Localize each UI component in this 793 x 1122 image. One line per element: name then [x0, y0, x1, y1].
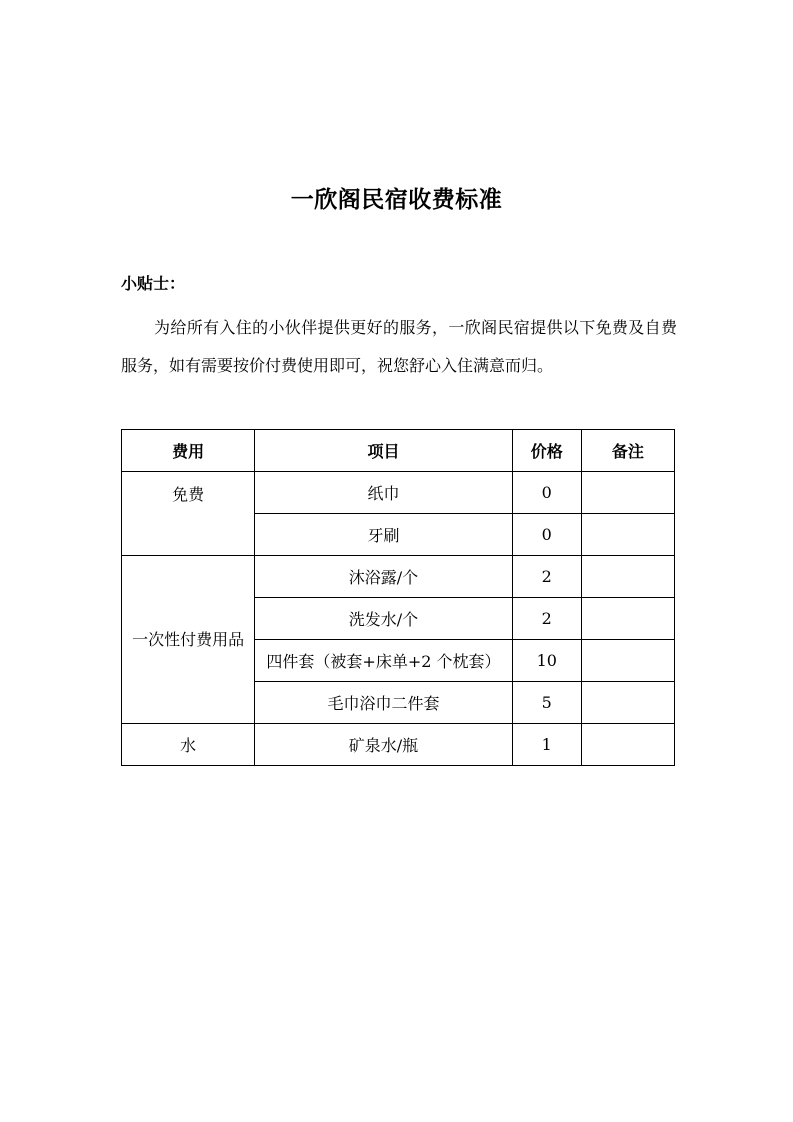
note-cell	[581, 598, 674, 640]
item-cell: 沐浴露/个	[255, 556, 512, 598]
price-cell: 2	[512, 598, 581, 640]
table-row	[122, 724, 675, 766]
table-row	[122, 472, 675, 514]
category-cell-free: 免费	[122, 472, 255, 556]
header-note: 备注	[581, 430, 674, 472]
table-header-row	[122, 430, 675, 472]
category-cell-disposable: 一次性付费用品	[122, 556, 255, 724]
price-cell: 1	[512, 724, 581, 766]
price-cell: 10	[512, 640, 581, 682]
price-cell: 2	[512, 556, 581, 598]
tip-paragraph: 为给所有入住的小伙伴提供更好的服务，一欣阁民宿提供以下免费及自费服务，如有需要按价付费使用即可，祝您舒心入住满意而归。	[121, 318, 677, 375]
header-price: 价格	[512, 430, 581, 472]
price-cell: 5	[512, 682, 581, 724]
header-category: 费用	[122, 430, 255, 472]
note-cell	[581, 682, 674, 724]
price-cell: 0	[512, 472, 581, 514]
note-cell	[581, 472, 674, 514]
header-item: 项目	[255, 430, 512, 472]
item-cell: 牙刷	[255, 514, 512, 556]
tip-label: 小贴士：	[121, 274, 186, 293]
fee-table	[121, 429, 675, 766]
item-cell: 毛巾浴巾二件套	[255, 682, 512, 724]
item-cell: 纸巾	[255, 472, 512, 514]
note-cell	[581, 640, 674, 682]
table-row	[122, 556, 675, 598]
note-cell	[581, 724, 674, 766]
note-cell	[581, 514, 674, 556]
category-cell-water: 水	[122, 724, 255, 766]
document-title: 一欣阁民宿收费标准	[290, 187, 503, 213]
item-cell: 洗发水/个	[255, 598, 512, 640]
note-cell	[581, 556, 674, 598]
item-cell: 四件套（被套+床单+2 个枕套）	[255, 640, 512, 682]
item-cell: 矿泉水/瓶	[255, 724, 512, 766]
price-cell: 0	[512, 514, 581, 556]
